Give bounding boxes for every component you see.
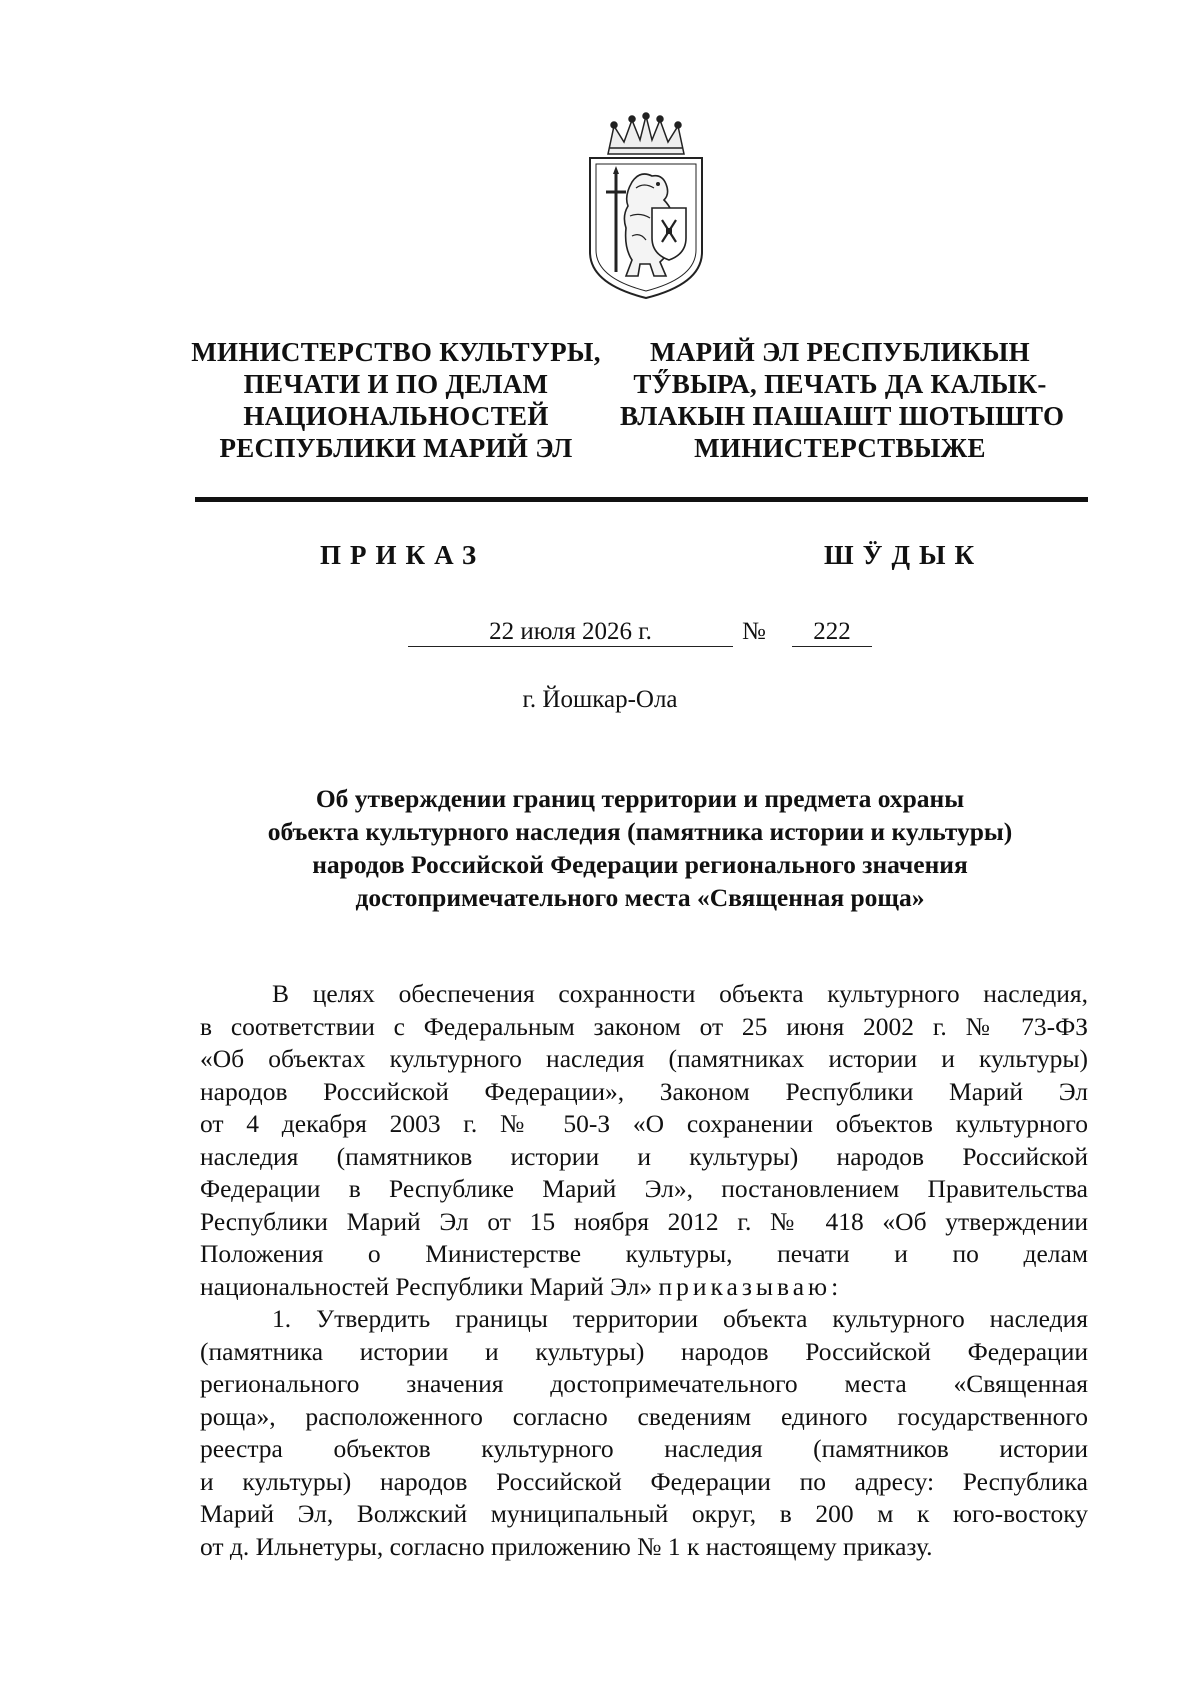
ministry-name-mari: [620, 336, 1065, 464]
operative-keyword: приказываю:: [658, 1271, 843, 1301]
body-line-operative: [200, 1271, 1088, 1304]
body-line: и культуры) народов Российской Федерации по адресу: Республика: [200, 1466, 1088, 1496]
ministry-name-mari-line: МАРИЙ ЭЛ РЕСПУБЛИКЫН: [650, 337, 1030, 367]
order-number: 222: [792, 618, 872, 647]
body-line: 1. Утвердить границы территории объекта культурного наследия: [272, 1304, 1088, 1333]
body-line: в соответствии с Федеральным законом от 25 июня 2002 г. № 73-ФЗ: [200, 1011, 1088, 1041]
order-body: [200, 978, 1088, 1563]
body-line: регионального значения достопримечательного места «Священная: [200, 1369, 1088, 1398]
subject-line: достопримечательного места «Священная роща»: [355, 883, 925, 912]
body-line: (памятника истории и культуры) народов Российской Федерации: [200, 1336, 1088, 1366]
order-title-mari: ШӰДЫК: [824, 540, 984, 570]
body-line: Республики Марий Эл от 15 ноября 2012 г. № 418 «Об утверждении: [200, 1206, 1088, 1236]
ministry-name-ru-line: МИНИСТЕРСТВО КУЛЬТУРЫ,: [191, 337, 601, 367]
subject-line: объекта культурного наследия (памятника истории и культуры): [267, 817, 1013, 846]
body-line-prefix: национальностей Республики Марий Эл»: [200, 1271, 653, 1301]
ministry-name-ru: [176, 336, 616, 464]
order-title-ru: ПРИКАЗ: [320, 540, 486, 570]
coat-of-arms-emblem: [580, 112, 712, 302]
ministry-name-ru-line: ПЕЧАТИ И ПО ДЕЛАМ: [243, 369, 549, 399]
body-line: роща», расположенного согласно сведениям единого государственного: [200, 1401, 1088, 1431]
subject-line: народов Российской Федерации регионального значения: [312, 850, 968, 879]
header-divider: [195, 497, 1088, 502]
ministry-name-ru-line: НАЦИОНАЛЬНОСТЕЙ: [243, 401, 549, 431]
ministry-name-mari-line: МИНИСТЕРСТВЫЖЕ: [694, 433, 986, 463]
body-line: наследия (памятников истории и культуры) народов Российской: [200, 1141, 1088, 1171]
body-line: реестра объектов культурного наследия (памятников истории: [200, 1434, 1088, 1463]
body-line: народов Российской Федерации», Законом Республики Марий Эл: [200, 1076, 1088, 1106]
body-line: Положения о Министерстве культуры, печати и по делам: [200, 1239, 1088, 1268]
body-line: от д. Ильнетуры, согласно приложению № 1 к настоящему приказу.: [200, 1531, 933, 1561]
order-date: 22 июля 2026 г.: [408, 618, 733, 647]
ministry-name-mari-line: ТӲВЫРА, ПЕЧАТЬ ДА КАЛЫК-: [633, 369, 1047, 399]
number-sign: №: [742, 618, 766, 645]
body-line: В целях обеспечения сохранности объекта культурного наследия,: [272, 979, 1088, 1008]
body-line: Марий Эл, Волжский муниципальный округ, в 200 м к юго-востоку: [200, 1499, 1088, 1528]
body-line: от 4 декабря 2003 г. № 50-З «О сохранении объектов культурного: [200, 1109, 1088, 1138]
order-subject: [200, 782, 1080, 914]
body-line: «Об объектах культурного наследия (памятниках истории и культуры): [200, 1044, 1088, 1073]
ministry-name-mari-line: ВЛАКЫН ПАШАШТ ШОТЫШТО: [620, 401, 1065, 431]
subject-line: Об утверждении границ территории и предмета охраны: [315, 784, 965, 813]
order-city: г. Йошкар-Ола: [522, 686, 678, 713]
body-line: Федерации в Республике Марий Эл», постановлением Правительства: [200, 1174, 1088, 1203]
ministry-name-ru-line: РЕСПУБЛИКИ МАРИЙ ЭЛ: [219, 433, 573, 463]
